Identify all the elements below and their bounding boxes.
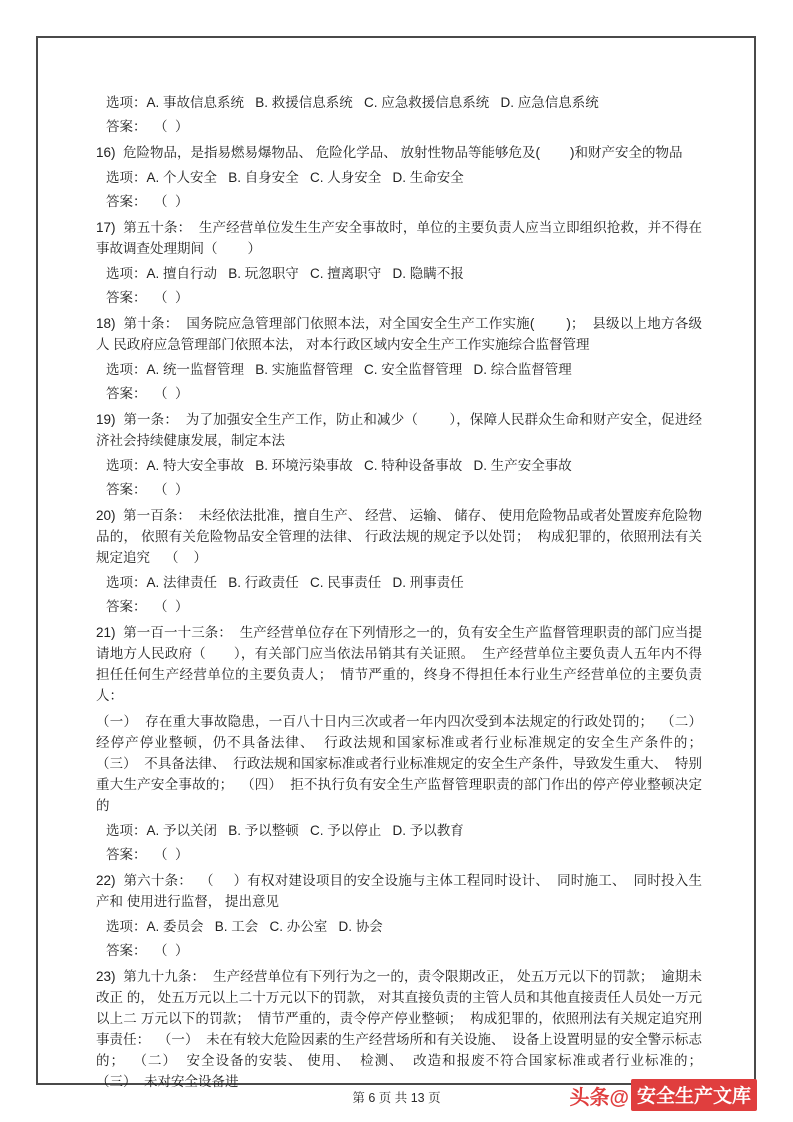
options-line: 选项：A. 委员会 B. 工会 C. 办公室 D. 协会 xyxy=(106,919,383,934)
question-block xyxy=(96,622,710,865)
question-text: 17) 第五十条： 生产经营单位发生生产安全事故时，单位的主要负责人应当立即组织抢救，并不得在事故调查处理期间（ ） xyxy=(96,220,702,256)
question-block xyxy=(96,92,702,137)
question-text: 19) 第一条： 为了加强安全生产工作，防止和减少（ ），保障人民群众生命和财产安全，促进经济社会持续健康发展，制定本法 xyxy=(96,412,702,448)
question-block xyxy=(96,966,710,1092)
answer-line: 答案： （ ） xyxy=(106,194,189,209)
answer-line: 答案： （ ） xyxy=(106,847,189,862)
question-block xyxy=(96,870,702,961)
watermark xyxy=(569,1079,757,1111)
question-block xyxy=(96,142,702,212)
question-block xyxy=(96,505,702,617)
answer-line: 答案： （ ） xyxy=(106,119,189,134)
options-line: 选项：A. 特大安全事故 B. 环境污染事故 C. 特种设备事故 D. 生产安全事故 xyxy=(106,458,572,473)
options-line: 选项：A. 法律责任 B. 行政责任 C. 民事责任 D. 刑事责任 xyxy=(106,575,464,590)
options-line: 选项：A. 予以关闭 B. 予以整顿 C. 予以停止 D. 予以教育 xyxy=(106,823,464,838)
question-list xyxy=(96,88,710,1092)
question-text: 22) 第六十条： （ ）有权对建设项目的安全设施与主体工程同时设计、 同时施工、 同时投入生产和 使用进行监督， 提出意见 xyxy=(96,873,702,909)
page-footer: 第 6 页 共 13 页 xyxy=(352,1091,441,1105)
watermark-prefix: 头条@ xyxy=(569,1086,629,1109)
answer-line: 答案： （ ） xyxy=(106,482,189,497)
watermark-badge: 安全生产文库 xyxy=(631,1079,757,1111)
question-text: 21) 第一百一十三条： 生产经营单位存在下列情形之一的，负有安全生产监督管理职责的部门应当提请地方人民政府（ ），有关部门应当依法吊销其有关证照。 生产经营单位主要负责人五年内不得担任任何生产经营单位的主要负责人； 情节严重的，终身不得担任本行业生产经营单位的主要负责人： xyxy=(96,625,702,703)
question-block xyxy=(96,217,702,308)
options-line: 选项：A. 个人安全 B. 自身安全 C. 人身安全 D. 生命安全 xyxy=(106,170,464,185)
answer-line: 答案： （ ） xyxy=(106,599,189,614)
answer-line: 答案： （ ） xyxy=(106,943,189,958)
question-block xyxy=(96,409,702,500)
question-text: 16) 危险物品，是指易燃易爆物品、 危险化学品、 放射性物品等能够危及( )和财产安全的物品 xyxy=(96,145,683,160)
question-block xyxy=(96,313,702,404)
question-text: 20) 第一百条： 未经依法批准，擅自生产、 经营、 运输、 储存、 使用危险物品或者处置废弃危险物品的， 依照有关危险物品安全管理的法律、 行政法规的规定予以处罚； 构成犯罪的，依照刑法有关规定追究 （ ） xyxy=(96,508,702,565)
options-line: 选项：A. 统一监督管理 B. 实施监督管理 C. 安全监督管理 D. 综合监督管理 xyxy=(106,362,572,377)
clause-text: （一） 存在重大事故隐患，一百八十日内三次或者一年内四次受到本法规定的行政处罚的； （二） 经停产停业整顿，仍不具备法律、 行政法规和国家标准或者行业标准规定的安全生产条件的； （三） 不具备法律、 行政法规和国家标准或者行业标准规定的安全生产条件，导致发生重大、 特别重大生产安全事故的； （四） 拒不执行负有安全生产监督管理职责的部门作出的停产停业整顿决定的 xyxy=(96,714,710,813)
options-line: 选项：A. 事故信息系统 B. 救援信息系统 C. 应急救援信息系统 D. 应急信息系统 xyxy=(106,95,599,110)
answer-line: 答案： （ ） xyxy=(106,386,189,401)
options-line: 选项：A. 擅自行动 B. 玩忽职守 C. 擅离职守 D. 隐瞒不报 xyxy=(106,266,464,281)
question-text: 18) 第十条： 国务院应急管理部门依照本法，对全国安全生产工作实施( )； 县级以上地方各级人 民政府应急管理部门依照本法， 对本行政区域内安全生产工作实施综合监督管理 xyxy=(96,316,702,352)
answer-line: 答案： （ ） xyxy=(106,290,189,305)
question-text: 23) 第九十九条： 生产经营单位有下列行为之一的，责令限期改正， 处五万元以下的罚款； 逾期未改正 的， 处五万元以上二十万元以下的罚款， 对其直接负责的主管人员和其他直接责任人员处一万元以上二 万元以下的罚款； 情节严重的，责令停产停业整顿； 构成犯罪的，依照刑法有关规定追究刑事责任： （一） 未在有较大危险因素的生产经营场所和有关设施、 设备上设置明显的安全警示标志的； （二） 安全设备的安装、 使用、 检测、 改造和报废不符合国家标准或者行业标准的； （三） 未对安全设备进 xyxy=(96,969,710,1089)
